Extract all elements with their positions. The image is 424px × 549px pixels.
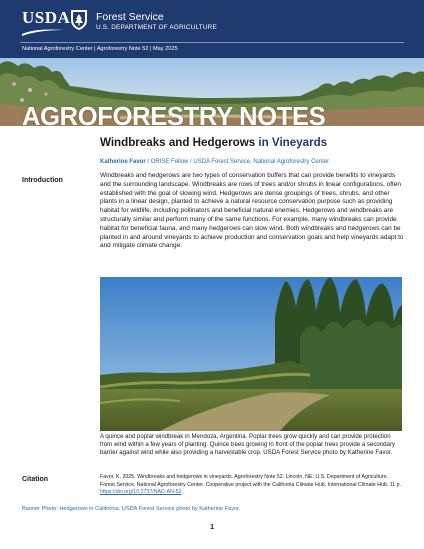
series-line: National Agroforestry Center | Agroforestry Note 52 | May 2025 bbox=[22, 46, 178, 52]
banner-photo-credit: Banner Photo: Hedgerows in California. USDA Forest Service photo by Katherine Favor. bbox=[22, 506, 241, 512]
header-divider bbox=[20, 42, 404, 43]
citation-label: Citation bbox=[22, 476, 49, 483]
masthead-title: AGROFORESTRY NOTES bbox=[22, 103, 326, 131]
byline bbox=[100, 159, 329, 165]
title-main: Windbreaks and Hedgerows bbox=[100, 136, 256, 149]
page-number: 1 bbox=[209, 522, 215, 531]
citation-doi-link[interactable]: https://doi.org/10.2737/NAC-AN-52 bbox=[100, 489, 182, 495]
photo-caption: A quince and poplar windbreak in Mendoza, Argentina. Poplar trees grow quickly and can provide protection from wind within a few years of planting. Quince trees growing in front of the poplar trees provide a secondary barrier against wind while also providing a harvestable crop. USDA Forest Service photo by Katherine Favor. bbox=[100, 433, 396, 456]
author-name: Katherine Favor bbox=[100, 159, 146, 165]
title-accent: in Vineyards bbox=[255, 136, 328, 149]
citation-end: . bbox=[181, 489, 183, 495]
introduction-label: Introduction bbox=[22, 177, 63, 184]
windbreak-photo bbox=[100, 277, 402, 431]
quince-poplar-windbreak-image bbox=[100, 277, 402, 431]
agency-header bbox=[0, 0, 424, 58]
article-title bbox=[100, 136, 327, 149]
citation-body: Favor, K. 2025. Windbreaks and hedgerows in vineyards. Agroforestry Note 52. Lincoln, NE: U.S. Department of Agriculture, Forest Service, National Agroforestry Center. Cooperative project with the California Climate Hub, International Climate Hub. 11 p. bbox=[100, 474, 402, 488]
citation-text bbox=[100, 474, 404, 497]
forest-service-shield-icon bbox=[69, 9, 89, 31]
agency-name: Forest Service bbox=[96, 11, 164, 23]
department-name: U.S. DEPARTMENT OF AGRICULTURE bbox=[96, 24, 217, 31]
author-affiliation: / ORISE Fellow / USDA Forest Service, National Agroforestry Center bbox=[145, 159, 330, 165]
usda-swoosh-icon bbox=[22, 28, 64, 36]
usda-logo: USDA bbox=[22, 8, 71, 27]
introduction-text: Windbreaks and hedgerows are two types of conservation buffers that can provide benefits to vineyards and the surrounding landscape. Windbreaks are rows of trees and/or shrubs in linear configurations, often established with the goal of slowing wind. Hedgerows are dense groupings of trees, shrubs, and other plants in a linear design, planted to achieve a natural resource conservation purpose such as providing habitat for wildlife, including pollinators and beneficial natural enemies. Hedgerows and windbreaks are structurally similar and perform many of the same functions. For example, many windbreaks can provide habitat for beneficial fauna, and many hedgerows can slow wind. Both windbreaks and hedgerows can be planted in and around vineyards to achieve production and conservation goals and help vineyards adapt to and mitigate climate change. bbox=[100, 172, 404, 250]
